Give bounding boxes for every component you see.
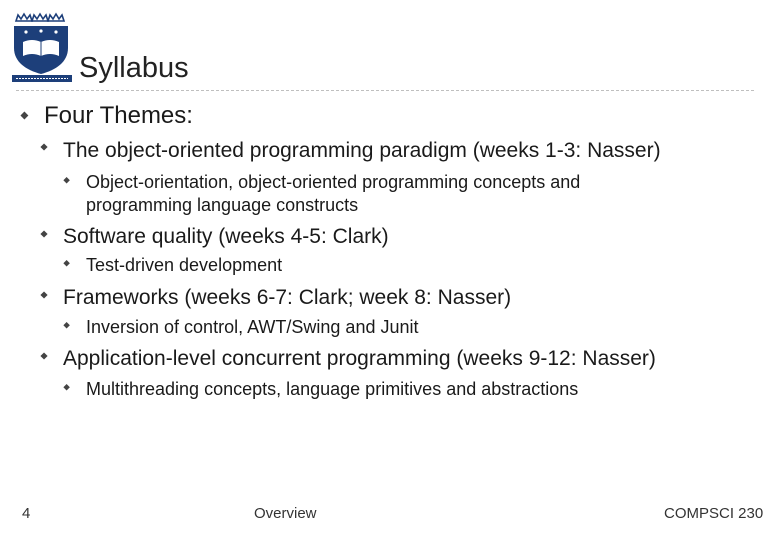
bullet-icon: ⯁ bbox=[63, 384, 71, 394]
bullet-icon: ⯁ bbox=[40, 291, 48, 302]
university-crest-icon bbox=[10, 12, 74, 84]
university-logo bbox=[10, 12, 74, 84]
theme-detail: Object-orientation, object-oriented programming concepts and programming language constructs bbox=[86, 172, 581, 215]
bullet-icon: ⯁ bbox=[40, 143, 48, 154]
theme-detail: Multithreading concepts, language primitives and abstractions bbox=[86, 379, 579, 399]
bullet-icon: ⯁ bbox=[40, 230, 48, 241]
theme-detail: Test-driven development bbox=[86, 255, 283, 275]
themes-heading: Four Themes: bbox=[44, 102, 193, 129]
slide-title: Syllabus bbox=[79, 52, 189, 84]
bullet-icon: ⯁ bbox=[63, 322, 71, 332]
footer-course-label: COMPSCI 230 bbox=[664, 505, 764, 522]
footer-section-label: Overview bbox=[254, 505, 317, 522]
theme-item: Application-level concurrent programming (weeks 9-12: Nasser) bbox=[63, 347, 656, 370]
bullet-icon: ⯁ bbox=[40, 352, 48, 363]
theme-item: The object-oriented programming paradigm (weeks 1-3: Nasser) bbox=[63, 139, 661, 162]
title-divider bbox=[16, 90, 754, 91]
theme-item: Frameworks (weeks 6-7: Clark; week 8: Nasser) bbox=[63, 286, 512, 309]
bullet-icon: ⯁ bbox=[63, 177, 71, 187]
theme-item: Software quality (weeks 4-5: Clark) bbox=[63, 225, 389, 248]
bullet-icon: ⯁ bbox=[20, 110, 29, 123]
theme-detail: Inversion of control, AWT/Swing and Junit bbox=[86, 317, 419, 337]
page-number: 4 bbox=[22, 505, 31, 522]
bullet-icon: ⯁ bbox=[63, 260, 71, 270]
